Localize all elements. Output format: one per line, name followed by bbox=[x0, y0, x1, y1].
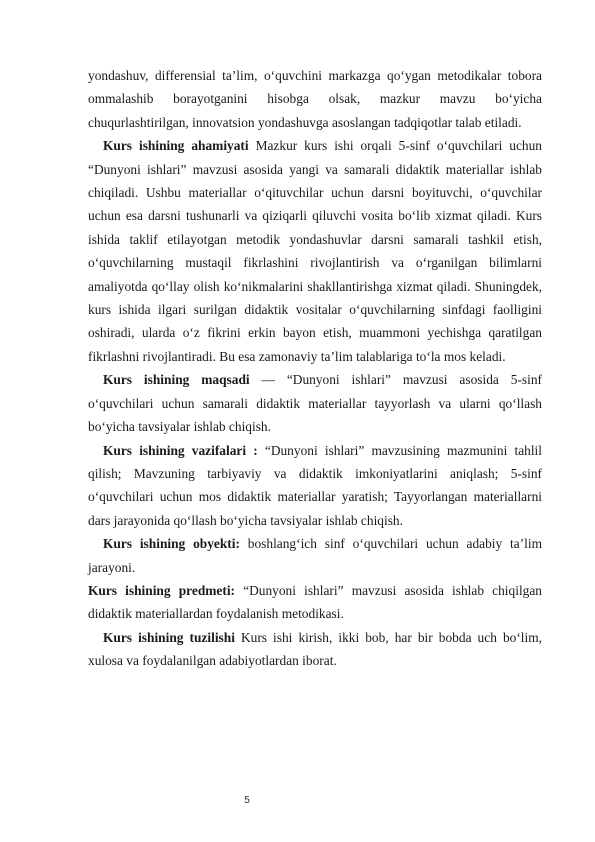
paragraph-text: Mazkur kurs ishi orqali 5-sinf o‘quvchilari uchun “Dunyoni ishlari” mavzusi asosida yangi va samarali didaktik materiallar ishlab chiqiladi. Ushbu materiallar o‘qituvchilar uchun darsni boyituvchi, o‘quvchilar uchun esa darsni tushunarli va qiziqarli qiluvchi vosita bo‘lib xizmat qiladi. Kurs ishida taklif etilayotgan metodik yondashuvlar darsni samarali tashkil etish, o‘quvchilarning mustaqil fikrlashini rivojlantirish va o‘rganilgan bilimlarni amaliyotda qo‘llay olish ko‘nikmalarini shakllantirishga xizmat qiladi. Shuningdek, kurs ishida ilgari surilgan didaktik vositalar o‘quvchilarning sinfdagi faolligini oshiradi, ularda o‘z fikrini erkin bayon etish, muammoni yechishga qaratilgan fikrlashni rivojlantiradi. Bu esa zamonaviy ta’lim talablariga to‘la mos keladi. bbox=[88, 138, 542, 364]
paragraph-heading: Kurs ishining predmeti: bbox=[88, 582, 236, 598]
paragraph-structure bbox=[88, 626, 542, 673]
paragraph-subject bbox=[88, 579, 542, 626]
paragraph-text: yondashuv, differensial ta’lim, o‘quvchini markazga qo‘ygan metodikalar tobora ommalashib borayotganini hisobga olsak, mazkur mavzu bo‘yicha chuqurlashtirilgan, innovatsion yondashuvga asoslangan tadqiqotlar talab etiladi. bbox=[88, 68, 542, 130]
paragraph-text: — “Dunyoni ishlari” mavzusi asosida 5-sinf o‘quvchilari uchun samarali didaktik materiallar tayyorlash va ularni qo‘llash bo‘yicha tavsiyalar ishlab chiqish. bbox=[88, 372, 542, 435]
paragraph-object bbox=[88, 532, 542, 579]
paragraph-text: “Dunyoni ishlari” mavzusining mazmunini tahlil qilish; Mavzuning tarbiyaviy va didaktik imkoniyatlarini aniqlash; 5-sinf o‘quvchilari uchun mos didaktik materiallar yaratish; Tayyorlangan materiallarni dars jarayonida qo‘llash bo‘yicha tavsiyalar ishlab chiqish. bbox=[88, 442, 542, 528]
paragraph-tasks bbox=[88, 439, 542, 533]
paragraph-heading: Kurs ishining vazifalari : bbox=[103, 442, 258, 458]
paragraph-introduction-continuation bbox=[88, 64, 542, 134]
paragraph-heading: Kurs ishining tuzilishi bbox=[103, 629, 235, 645]
paragraph-heading: Kurs ishining maqsadi bbox=[103, 372, 250, 388]
paragraph-text: Kurs ishi kirish, ikki bob, har bir bobda uch bo‘lim, xulosa va foydalanilgan adabiyotlardan iborat. bbox=[88, 629, 542, 669]
paragraph-text: “Dunyoni ishlari” mavzusi asosida ishlab chiqilgan didaktik materiallardan foydalanish metodikasi. bbox=[88, 582, 543, 622]
paragraph-goal bbox=[88, 368, 542, 438]
paragraph-heading: Kurs ishining obyekti: bbox=[103, 536, 240, 552]
document-page bbox=[88, 64, 542, 673]
paragraph-heading: Kurs ishining ahamiyati bbox=[103, 138, 249, 154]
paragraph-importance bbox=[88, 134, 542, 368]
paragraph-text: boshlang‘ich sinf o‘quvchilari uchun adabiy ta’lim jarayoni. bbox=[88, 536, 542, 575]
page-number: 5 bbox=[244, 795, 250, 806]
